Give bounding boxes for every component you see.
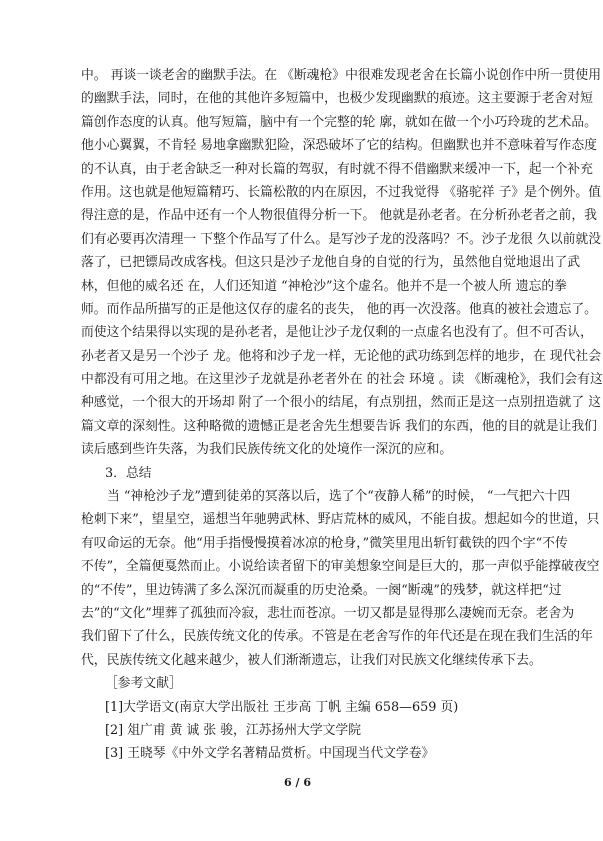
text-line: 篇创作态度的认真。他写短篇，脑中有一个完整的轮 廓，就如在做一个小巧玲珑的艺术品。 [81, 114, 597, 130]
text-line: 们有必要再次清理一 下整个作品写了什么。是写沙子龙的没落吗？不。沙子龙很 久以前就没 [81, 231, 602, 247]
text-line: 代，民族传统文化越来越少，被人们渐渐遗忘，让我们对民族文化继续传承下去。 [81, 652, 542, 668]
text-line: 的“不传”，里边铸满了多么深沉而凝重的历史沧桑。一阕“断魂”的残梦，就这样把“过 [81, 582, 562, 598]
text-line: 我们留下了什么，民族传统文化的传承。不管是在老舍写作的年代还是在现在我们生活的年 [81, 629, 593, 645]
text-line: 中都没有可用之地。在这里沙子龙就是孙老者外在 的社会 环境 。读 《断魂枪》，我们会有这 [81, 372, 603, 388]
text-line: 去”的“文化”埋葬了孤独而冷寂，悲壮而苍凉。一切又都是显得那么凄婉而无奈。老舍为 [81, 605, 575, 621]
references-heading: ［参考文献］ [105, 676, 182, 692]
page-number: 6 / 6 [284, 776, 311, 789]
section-heading: 3．总结 [105, 465, 152, 481]
text-line: 得注意的是，作品中还有一个人物很值得分析一下。 他就是孙老者。在分析孙老者之前，我 [81, 208, 597, 224]
text-line: 有叹命运的无奈。他“用手指慢慢摸着冰凉的枪身，”微笑里甩出斩钉截铁的四个字“不传 [81, 535, 568, 551]
references-list [81, 696, 515, 766]
body-paragraph [81, 485, 600, 672]
text-line: 的幽默手法，同时，在他的其他许多短篇中，也极少发现幽默的痕迹。这主要源于老舍对短 [81, 91, 593, 107]
page-content [81, 64, 603, 766]
text-line: 不传”，全篇便戛然而止。小说给读者留下的审美想象空间是巨大的，那一声似乎能撑破夜空 [81, 559, 600, 575]
text-line: 落了，已把镖局改成客栈。但这只是沙子龙他自身的自觉的行为，虽然他自觉地退出了武 [81, 255, 581, 271]
text-line: 的不认真，由于老舍缺乏一种对长篇的驾驭，有时就不得不借幽默来缓冲一下，起一个补充 [81, 161, 593, 177]
reference-item: [3] 王晓琴《中外文学名著精品赏析。中国现当代文学卷》 [105, 746, 435, 762]
text-line: 他小心翼翼，不肯轻 易地拿幽默犯险，深恐破坏了它的结构。但幽默也并不意味着写作态度 [81, 138, 597, 154]
body-paragraph [81, 64, 603, 462]
reference-item: [1]大学语文(南京大学出版社 王步高 丁帆 主编 658—659 页) [105, 699, 459, 715]
text-line: 师。而作品所描写的正是他这仅存的虚名的丧失， 他的再一次没落。他真的被社会遗忘了。 [81, 301, 597, 317]
text-line: 中。 再谈一谈老舍的幽默手法。在 《断魂枪》中很难发现老舍在长篇小说创作中所一贯使用 [81, 68, 602, 83]
text-line: 而使这个结果得以实现的是孙老者，是他让沙子龙仅剩的一点虚名也没有了。但不可否认， [81, 325, 593, 341]
text-line: 读后感到些许失落，为我们民族传统文化的处境作一深沉的应和。 [81, 442, 453, 458]
reference-item: [2] 俎广甫 黄 诚 张 骏，江苏扬州大学文学院 [105, 722, 362, 738]
text-line: 作用。这也就是他短篇精巧、长篇松散的内在原因，不过我觉得 《骆驼祥 子》是个例外。值 [81, 184, 602, 200]
text-line: 枪刺下来”，望星空，遥想当年驰骋武林、野店荒林的威风，不能自拔。想起如今的世道，只 [81, 512, 600, 528]
text-line: 种感觉，一个很大的开场却 附了一个很小的结尾，有点别扭，然而正是这一点别扭造就了 这 [81, 395, 602, 411]
text-line: 林，但他的威名还 在，人们还知道 “神枪沙”这个虚名。他并不是一个被人所 遗忘的拳 [81, 278, 567, 294]
text-line: 当 “神枪沙子龙”遭到徒弟的冥落以后，选了个“夜静人稀”的时候， “一气把六十四 [107, 489, 571, 505]
text-line: 孙老者又是另一个沙子 龙。他将和沙子龙一样，无论他的武功练到怎样的地步，在 现代社会 [81, 348, 602, 364]
text-line: 篇文章的深刻性。这种略微的遗憾正是老舍先生想要告诉 我们的东西，他的目的就是让我们 [81, 418, 597, 434]
